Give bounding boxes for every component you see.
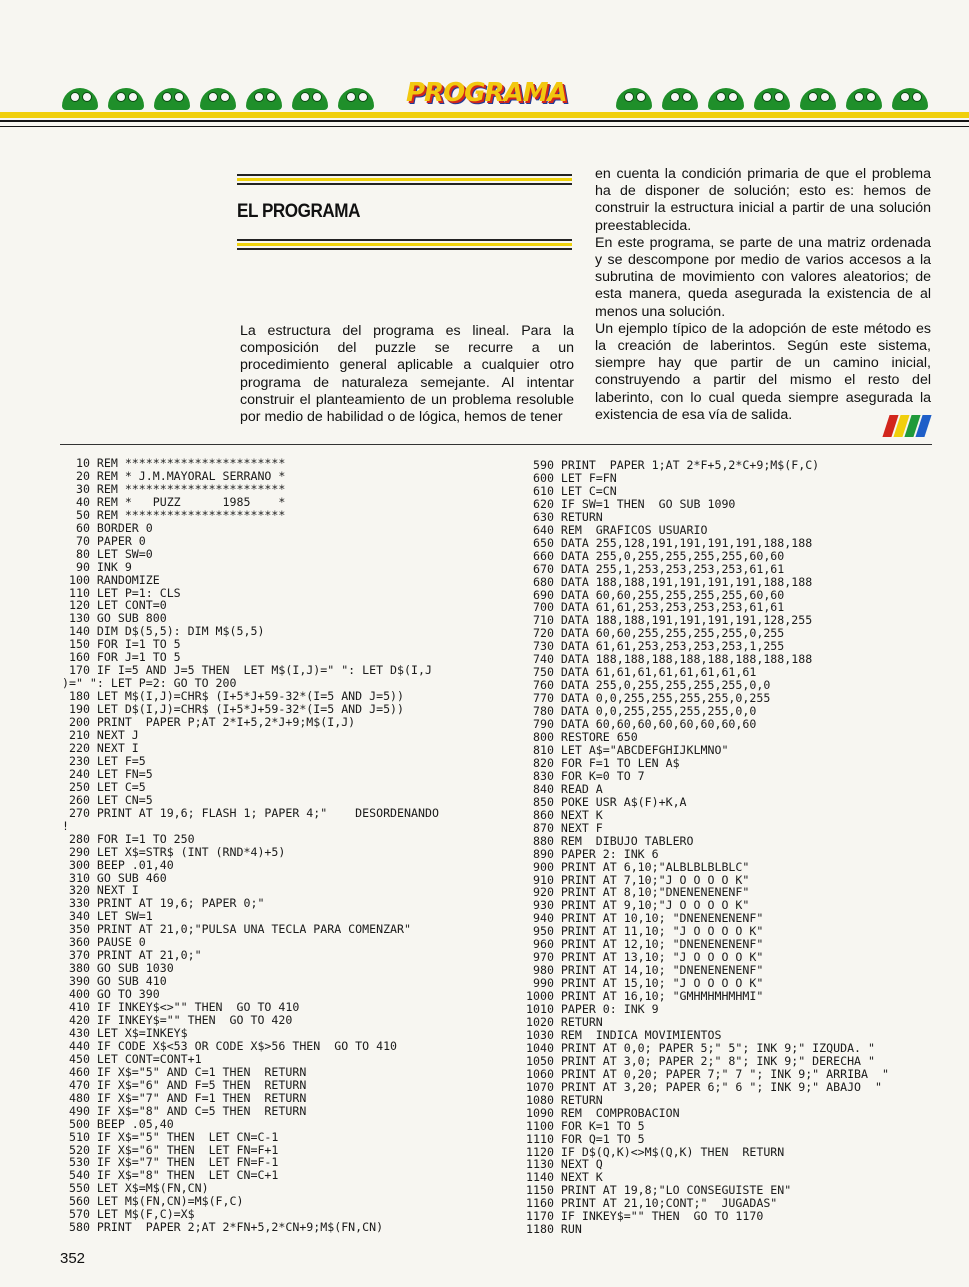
frog-icon bbox=[196, 80, 240, 110]
basic-listing-right: 590 PRINT PAPER 1;AT 2*F+5,2*C+9;M$(F,C) 600 LET F=FN 610 LET C=CN 620 IF SW=1 THEN GO SUB 1090 630 RETURN 640 REM GRAFICOS USUARIO 650 DATA 255,128,191,191,191,191,188,188 660 DATA 255,0,255,255,255,255,60,60 670 DATA 255,1,253,253,253,253,61,61 680 DATA 188,188,191,191,191,191,188,188 690 DATA 60,60,255,255,255,255,60,60 700 DATA 61,61,253,253,253,253,61,61 710 DATA 188,188,191,191,191,191,128,255 720 DATA 60,60,255,255,255,255,0,255 730 DATA 61,61,253,253,253,253,1,255 740 DATA 188,188,188,188,188,188,188,188 750 DATA 61,61,61,61,61,61,61,61 760 DATA 255,0,255,255,255,255,0,0 770 DATA 0,0,255,255,255,255,0,255 780 DATA 0,0,255,255,255,255,0,0 790 DATA 60,60,60,60,60,60,60,60 800 RESTORE 650 810 LET A$="ABCDEFGHIJKLMNO" 820 FOR F=1 TO LEN A$ 830 FOR K=0 TO 7 840 READ A 850 POKE USR A$(F)+K,A 860 NEXT K 870 NEXT F 880 REM DIBUJO TABLERO 890 PAPER 2: INK 6 900 PRINT AT 6,10;"ALBLBLBLBLC" 910 PRINT AT 7,10;"J O O O O K" 920 PRINT AT 8,10;"DNENENENENF" 930 PRINT AT 9,10;"J O O O O K" 940 PRINT AT 10,10; "DNENENENENF" 950 PRINT AT 11,10; "J O O O O K" 960 PRINT AT 12,10; "DNENENENENF" 970 PRINT AT 13,10; "J O O O O K" 980 PRINT AT 14,10; "DNENENENENF" 990 PRINT AT 15,10; "J O O O O K" 1000 PRINT AT 16,10; "GMHMHMHMHMI" 1010 PAPER 0: INK 9 1020 RETURN 1030 REM INDICA MOVIMIENTOS 1040 PRINT AT 0,0; PAPER 5;" 5"; INK 9;" IZQUDA. " 1050 PRINT AT 3,0; PAPER 2;" 8"; INK 9;" DERECHA " 1060 PRINT AT 0,20; PAPER 7;" 7 "; INK 9;" ARRIBA " 1070 PRINT AT 3,20; PAPER 6;" 6 "; INK 9;" ABAJO " 1080 RETURN 1090 REM COMPROBACION 1100 FOR K=1 TO 5 1110 FOR Q=1 TO 5 1120 IF D$(Q,K)<>M$(Q,K) THEN RETURN 1130 NEXT Q 1140 NEXT K 1150 PRINT AT 19,8;"LO CONSEGUISTE EN" 1160 PRINT AT 21,10;CONT;" JUGADAS" 1170 IF INKEY$="" THEN GO TO 1170 1180 RUN bbox=[526, 458, 889, 1237]
section-title: EL PROGRAMA bbox=[237, 201, 361, 222]
intro-paragraph: La estructura del programa es lineal. Para la composición del puzzle se recurre a un procedimiento general aplicable a cualquier otro programa de naturaleza semejante. Al intentar construir el planteamiento de un problema resoluble por medio de habilidad o de lógica, hemos de tener bbox=[240, 323, 574, 426]
frog-icon bbox=[842, 80, 886, 110]
programa-logo: PROGRAMA bbox=[406, 78, 567, 108]
frog-icon bbox=[888, 80, 932, 110]
section-title-box bbox=[237, 172, 572, 252]
page-number: 352 bbox=[60, 1250, 86, 1267]
frog-icon bbox=[704, 80, 748, 110]
title-rule bbox=[237, 174, 572, 176]
header-rule bbox=[0, 120, 969, 122]
right-column-text bbox=[595, 166, 931, 424]
frog-icon bbox=[796, 80, 840, 110]
frog-icon bbox=[750, 80, 794, 110]
title-rule-yellow bbox=[237, 178, 572, 181]
frog-row-left bbox=[58, 74, 378, 110]
title-rule bbox=[237, 248, 572, 250]
frog-icon bbox=[658, 80, 702, 110]
title-rule-yellow bbox=[237, 243, 572, 246]
paragraph: Un ejemplo típico de la adopción de este método es la creación de laberintos. Según este sistema, siempre hay que partir de un camino inicial, construyendo a partir del mismo el resto del laberinto, con lo cual queda siempre asegurada la existencia de esa vía de salida. bbox=[595, 320, 931, 423]
frog-icon bbox=[150, 80, 194, 110]
header-yellow-band bbox=[0, 112, 969, 118]
basic-listing-left: 10 REM *********************** 20 REM * J.M.MAYORAL SERRANO * 30 REM *********************** 40 REM * PUZZ 1985 * 50 REM *********************** 60 BORDER 0 70 PAPER 0 80 LET SW=0 90 INK 9 100 RANDOMIZE 110 LET P=1: CLS 120 LET CONT=0 130 GO SUB 800 140 DIM D$(5,5): DIM M$(5,5) 150 FOR I=1 TO 5 160 FOR J=1 TO 5 170 IF I=5 AND J=5 THEN LET M$(I,J)=" ": LET D$(I,J )=" ": LET P=2: GO TO 200 180 LET M$(I,J)=CHR$ (I+5*J+59-32*(I=5 AND J=5)) 190 LET D$(I,J)=CHR$ (I+5*J+59-32*(I=5 AND J=5)) 200 PRINT PAPER P;AT 2*I+5,2*J+9;M$(I,J) 210 NEXT J 220 NEXT I 230 LET F=5 240 LET FN=5 250 LET C=5 260 LET CN=5 270 PRINT AT 19,6; FLASH 1; PAPER 4;" DESORDENANDO ! 280 FOR I=1 TO 250 290 LET X$=STR$ (INT (RND*4)+5) 300 BEEP .01,40 310 GO SUB 460 320 NEXT I 330 PRINT AT 19,6; PAPER 0;" 340 LET SW=1 350 PRINT AT 21,0;"PULSA UNA TECLA PARA COMENZAR" 360 PAUSE 0 370 PRINT AT 21,0;" 380 GO SUB 1030 390 GO SUB 410 400 GO TO 390 410 IF INKEY$<>"" THEN GO TO 410 420 IF INKEY$="" THEN GO TO 420 430 LET X$=INKEY$ 440 IF CODE X$<53 OR CODE X$>56 THEN GO TO 410 450 LET CONT=CONT+1 460 IF X$="5" AND C=1 THEN RETURN 470 IF X$="6" AND F=5 THEN RETURN 480 IF X$="7" AND F=1 THEN RETURN 490 IF X$="8" AND C=5 THEN RETURN 500 BEEP .05,40 510 IF X$="5" THEN LET CN=C-1 520 IF X$="6" THEN LET FN=F+1 530 IF X$="7" THEN LET FN=F-1 540 IF X$="8" THEN LET CN=C+1 550 LET X$=M$(FN,CN) 560 LET M$(FN,CN)=M$(F,C) 570 LET M$(F,C)=X$ 580 PRINT PAPER 2;AT 2*FN+5,2*CN+9;M$(FN,CN) bbox=[62, 456, 439, 1235]
paragraph: en cuenta la condición primaria de que el problema ha de disponer de solución; esto es: hemos de construir la estructura inicial a partir de una solución preestablecida. bbox=[595, 166, 931, 234]
frog-icon bbox=[242, 80, 286, 110]
frog-icon bbox=[334, 80, 378, 110]
frog-icon bbox=[104, 80, 148, 110]
header-rule-thin bbox=[0, 126, 969, 127]
title-rule bbox=[237, 183, 572, 185]
frog-icon bbox=[612, 80, 656, 110]
page-header bbox=[0, 60, 969, 130]
frog-icon bbox=[288, 80, 332, 110]
section-divider bbox=[60, 444, 932, 445]
rainbow-stripes-icon bbox=[886, 415, 932, 437]
frog-row-right bbox=[612, 74, 932, 110]
title-rule bbox=[237, 239, 572, 241]
paragraph: En este programa, se parte de una matriz ordenada y se descompone por medio de varios accesos a la subrutina de movimiento con valores aleatorios; de esta manera, queda asegurada la existencia de al menos una solución. bbox=[595, 234, 931, 320]
frog-icon bbox=[58, 80, 102, 110]
